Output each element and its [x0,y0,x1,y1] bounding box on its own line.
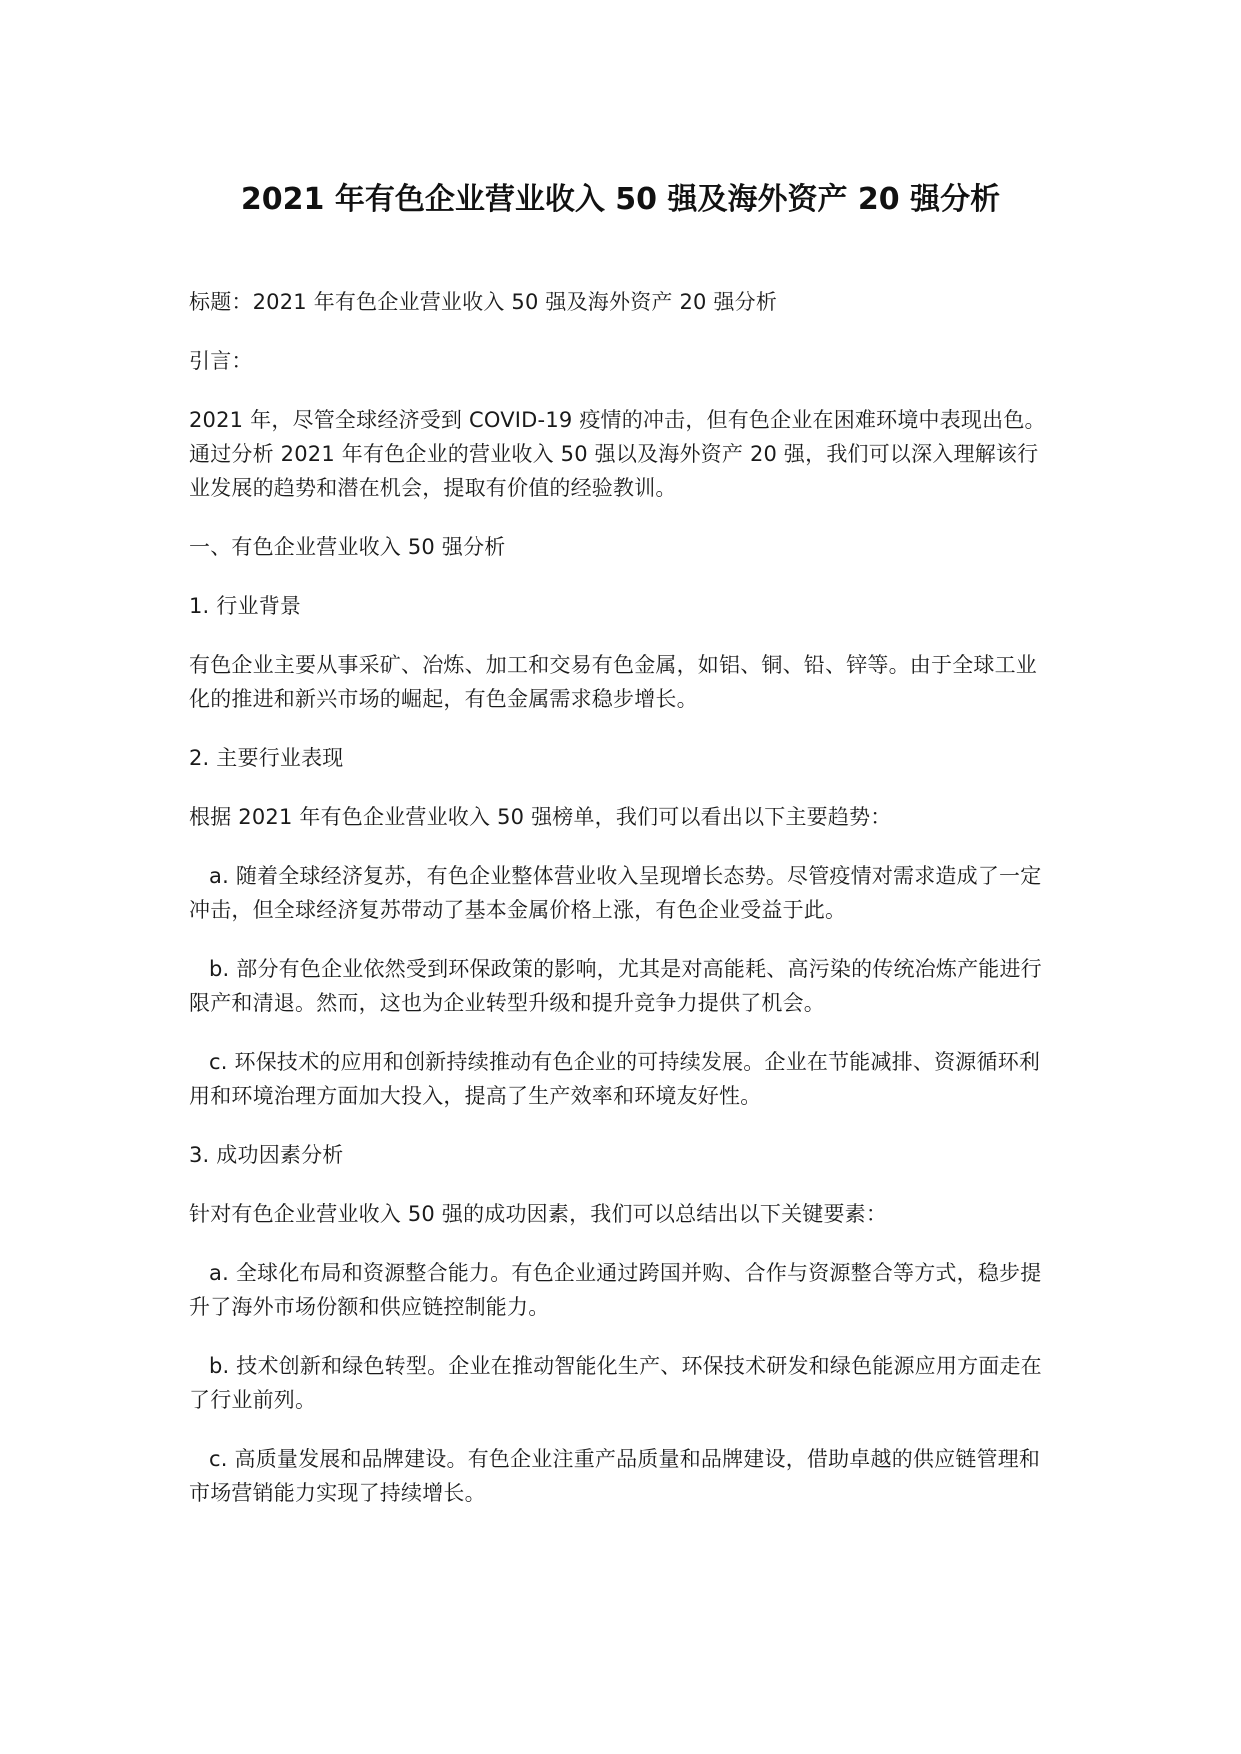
paragraph: 2. 主要行业表现 [189,746,344,770]
document-body [189,285,1049,1535]
paragraph: 3. 成功因素分析 [189,1143,344,1167]
paragraph: 标题：2021 年有色企业营业收入 50 强及海外资产 20 强分析 [189,290,778,314]
paragraph: a. 全球化布局和资源整合能力。有色企业通过跨国并购、合作与资源整合等方式，稳步提升了海外市场份额和供应链控制能力。 [189,1261,1042,1319]
paragraph: 针对有色企业营业收入 50 强的成功因素，我们可以总结出以下关键要素： [189,1202,888,1226]
paragraph: 2021 年，尽管全球经济受到 COVID-19 疫情的冲击，但有色企业在困难环境中表现出色。通过分析 2021 年有色企业的营业收入 50 强以及海外资产 20 强，我们可以深入理解该行业发展的趋势和潜在机会，提取有价值的经验教训。 [189,408,1046,500]
paragraph: 1. 行业背景 [189,594,302,618]
paragraph: b. 技术创新和绿色转型。企业在推动智能化生产、环保技术研发和绿色能源应用方面走在了行业前列。 [189,1354,1042,1412]
document-title: 2021 年有色企业营业收入 50 强及海外资产 20 强分析 [240,182,1001,217]
paragraph: 一、有色企业营业收入 50 强分析 [189,535,506,559]
paragraph: 有色企业主要从事采矿、冶炼、加工和交易有色金属，如铝、铜、铅、锌等。由于全球工业化的推进和新兴市场的崛起，有色金属需求稳步增长。 [189,653,1037,711]
paragraph: 根据 2021 年有色企业营业收入 50 强榜单，我们可以看出以下主要趋势： [189,805,892,829]
paragraph: b. 部分有色企业依然受到环保政策的影响，尤其是对高能耗、高污染的传统冶炼产能进行限产和清退。然而，这也为企业转型升级和提升竞争力提供了机会。 [189,957,1042,1015]
paragraph: a. 随着全球经济复苏，有色企业整体营业收入呈现增长态势。尽管疫情对需求造成了一定冲击，但全球经济复苏带动了基本金属价格上涨，有色企业受益于此。 [189,864,1042,922]
paragraph: c. 环保技术的应用和创新持续推动有色企业的可持续发展。企业在节能减排、资源循环利用和环境治理方面加大投入，提高了生产效率和环境友好性。 [189,1050,1041,1108]
paragraph: c. 高质量发展和品牌建设。有色企业注重产品质量和品牌建设，借助卓越的供应链管理和市场营销能力实现了持续增长。 [189,1447,1041,1505]
paragraph: 引言： [189,349,253,373]
